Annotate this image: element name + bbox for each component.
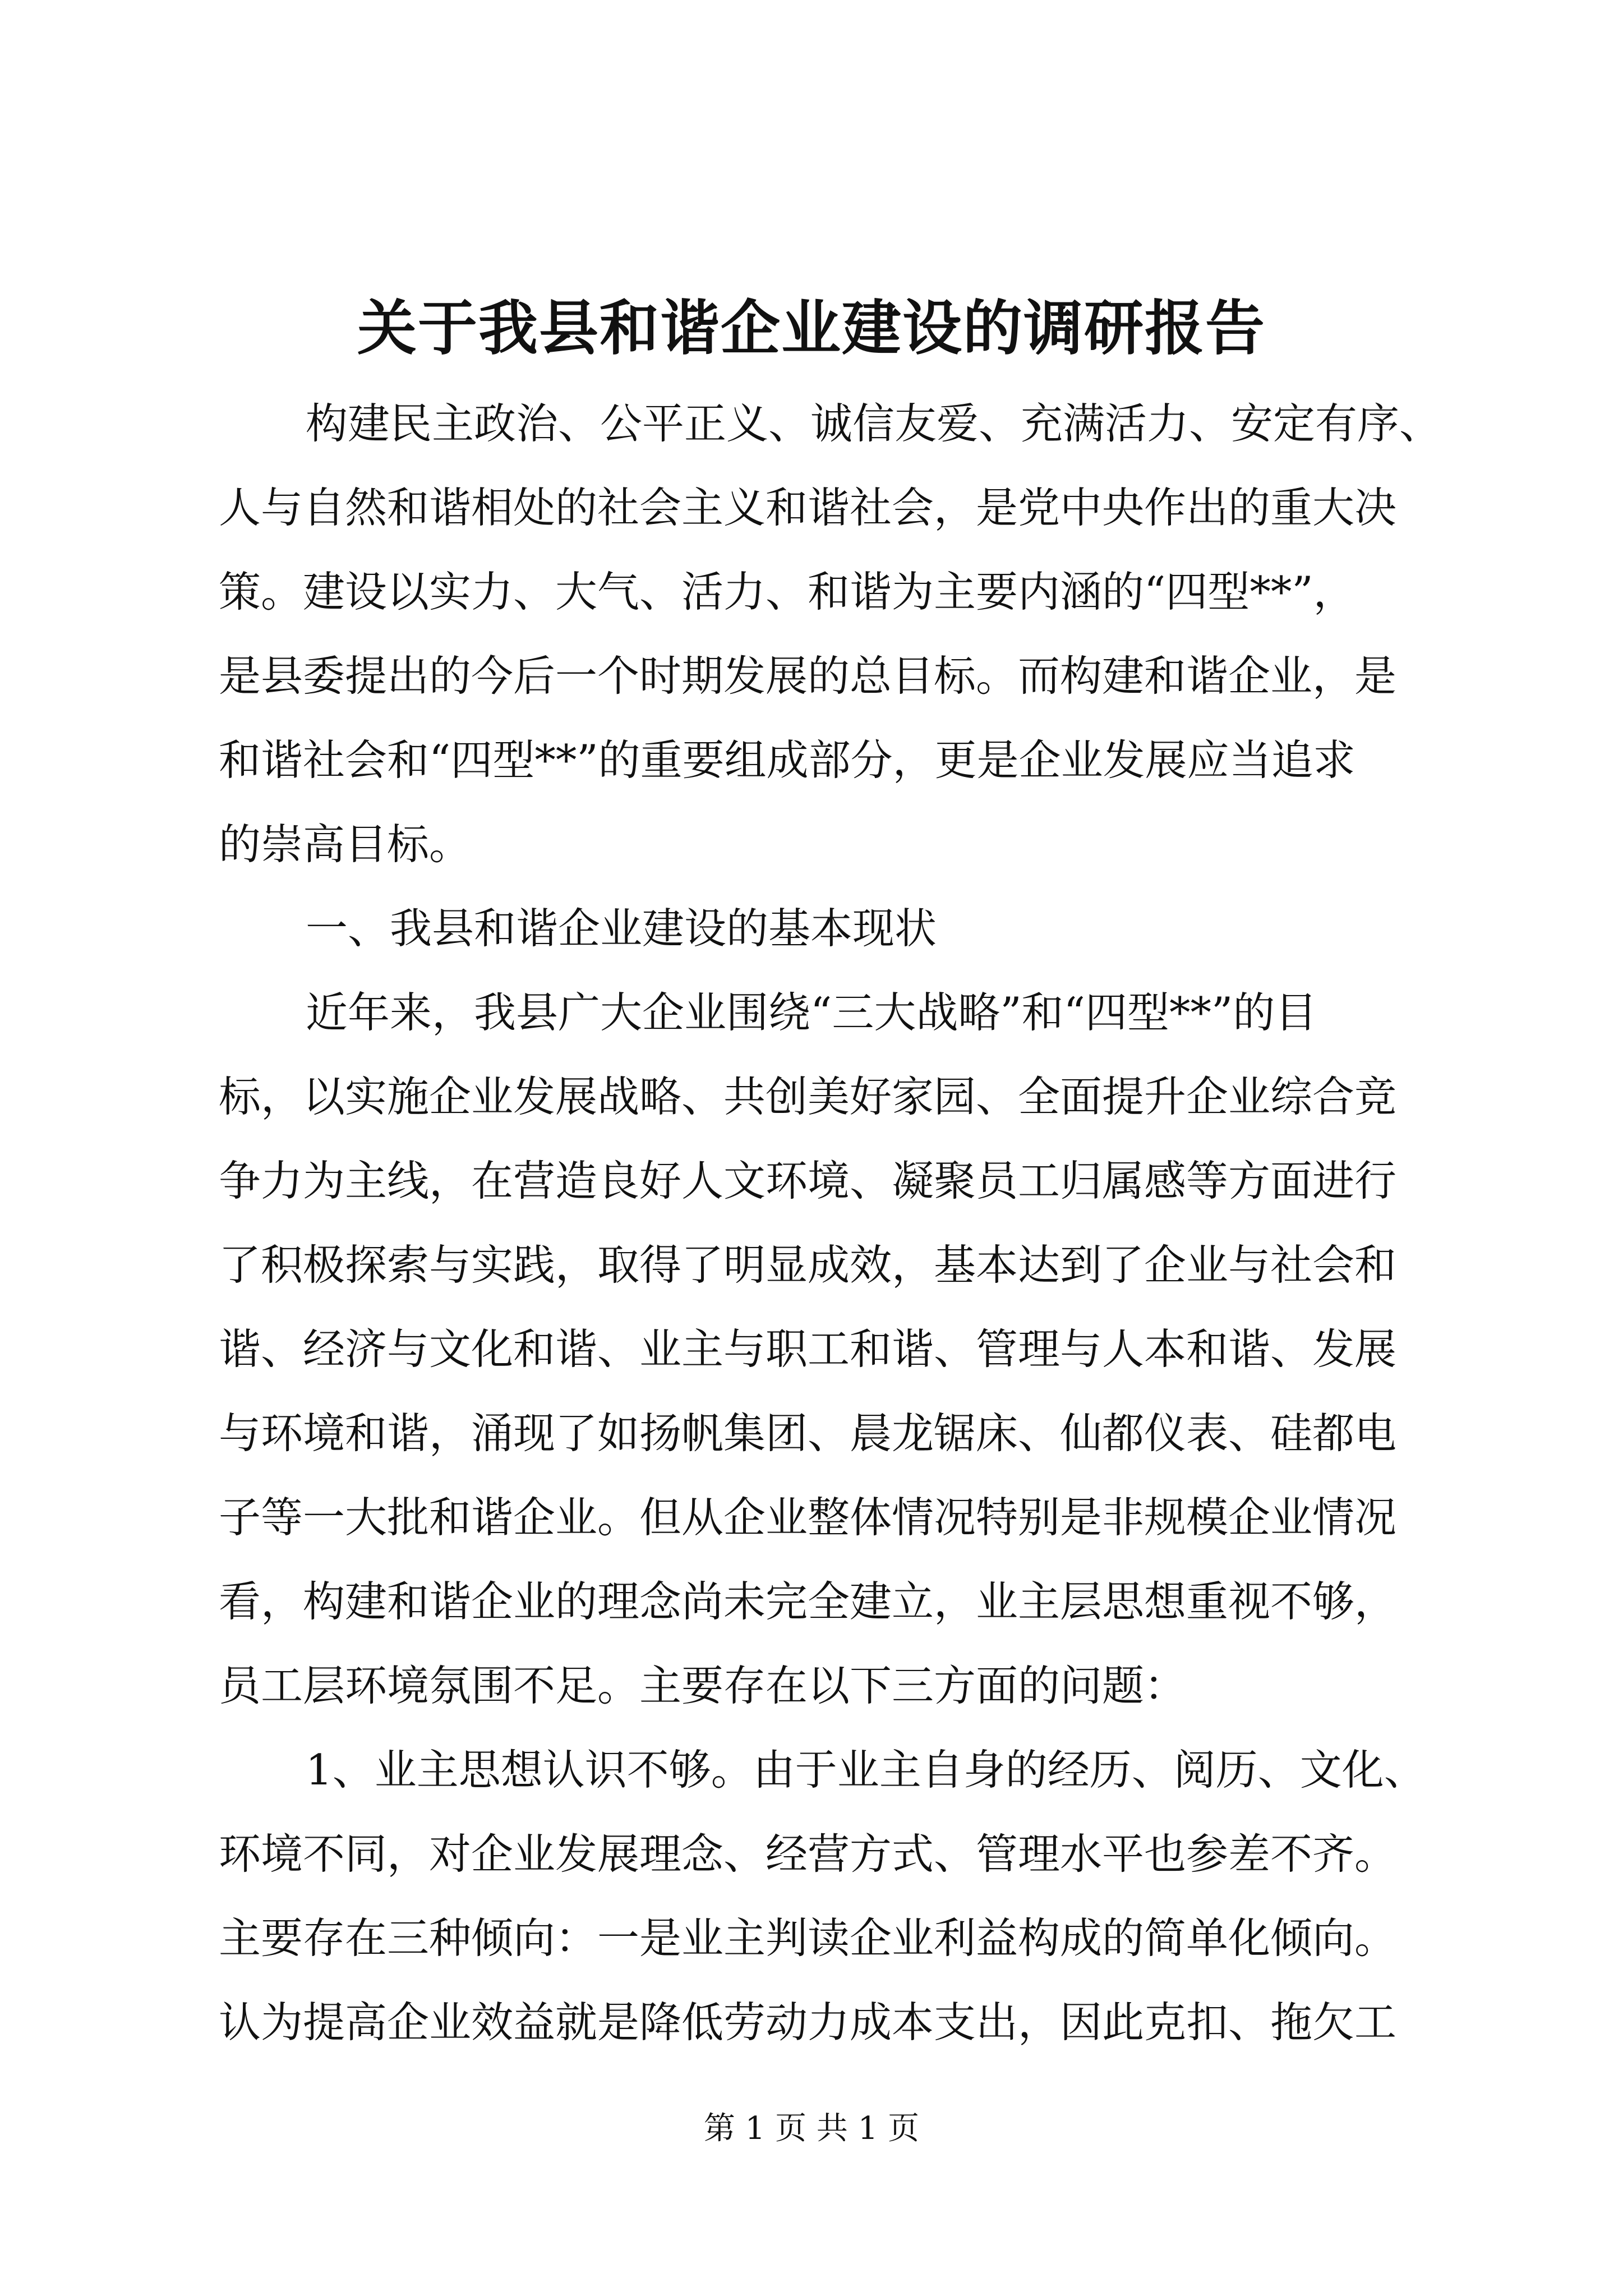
paragraph-line: 和谐社会和“四型**”的重要组成部分，更是企业发展应当追求 <box>219 735 1355 785</box>
document-title: 关于我县和谐企业建设的调研报告 <box>357 293 1266 363</box>
paragraph-line: 人与自然和谐相处的社会主义和谐社会，是党中央作出的重大决 <box>219 483 1397 532</box>
paragraph-line: 构建民主政治、公平正义、诚信友爱、充满活力、安定有序、 <box>306 399 1442 448</box>
paragraph-line: 近年来，我县广大企业围绕“三大战略”和“四型**”的目 <box>306 988 1317 1037</box>
paragraph-line: 环境不同，对企业发展理念、经营方式、管理水平也参差不齐。 <box>219 1829 1397 1879</box>
paragraph-line: 了积极探索与实践，取得了明显成效，基本达到了企业与社会和 <box>219 1240 1397 1290</box>
paragraph-line: 与环境和谐，涌现了如扬帆集团、晨龙锯床、仙都仪表、硅都电 <box>219 1409 1397 1458</box>
paragraph-line: 看，构建和谐企业的理念尚未完全建立，业主层思想重视不够， <box>219 1577 1397 1626</box>
paragraph-line: 的崇高目标。 <box>219 820 472 869</box>
paragraph-line: 谐、经济与文化和谐、业主与职工和谐、管理与人本和谐、发展 <box>219 1324 1397 1374</box>
paragraph-line: 1、业主思想认识不够。由于业主自身的经历、阅历、文化、 <box>306 1745 1426 1795</box>
paragraph-line: 策。建设以实力、大气、活力、和谐为主要内涵的“四型**”， <box>219 567 1355 616</box>
paragraph-line: 标，以实施企业发展战略、共创美好家园、全面提升企业综合竞 <box>219 1072 1397 1121</box>
page-footer: 第 1 页 共 1 页 <box>703 2110 920 2147</box>
paragraph-line: 争力为主线，在营造良好人文环境、凝聚员工归属感等方面进行 <box>219 1156 1397 1205</box>
paragraph-line: 认为提高企业效益就是降低劳动力成本支出，因此克扣、拖欠工 <box>219 1998 1397 2047</box>
document-body <box>219 381 1442 2064</box>
section-heading: 一、我县和谐企业建设的基本现状 <box>306 904 937 953</box>
paragraph-line: 子等一大批和谐企业。但从企业整体情况特别是非规模企业情况 <box>219 1493 1397 1542</box>
paragraph-line: 是县委提出的今后一个时期发展的总目标。而构建和谐企业，是 <box>219 651 1397 701</box>
paragraph-line: 员工层环境氛围不足。主要存在以下三方面的问题： <box>219 1661 1187 1710</box>
paragraph-line: 主要存在三种倾向：一是业主判读企业利益构成的简单化倾向。 <box>219 1913 1397 1963</box>
